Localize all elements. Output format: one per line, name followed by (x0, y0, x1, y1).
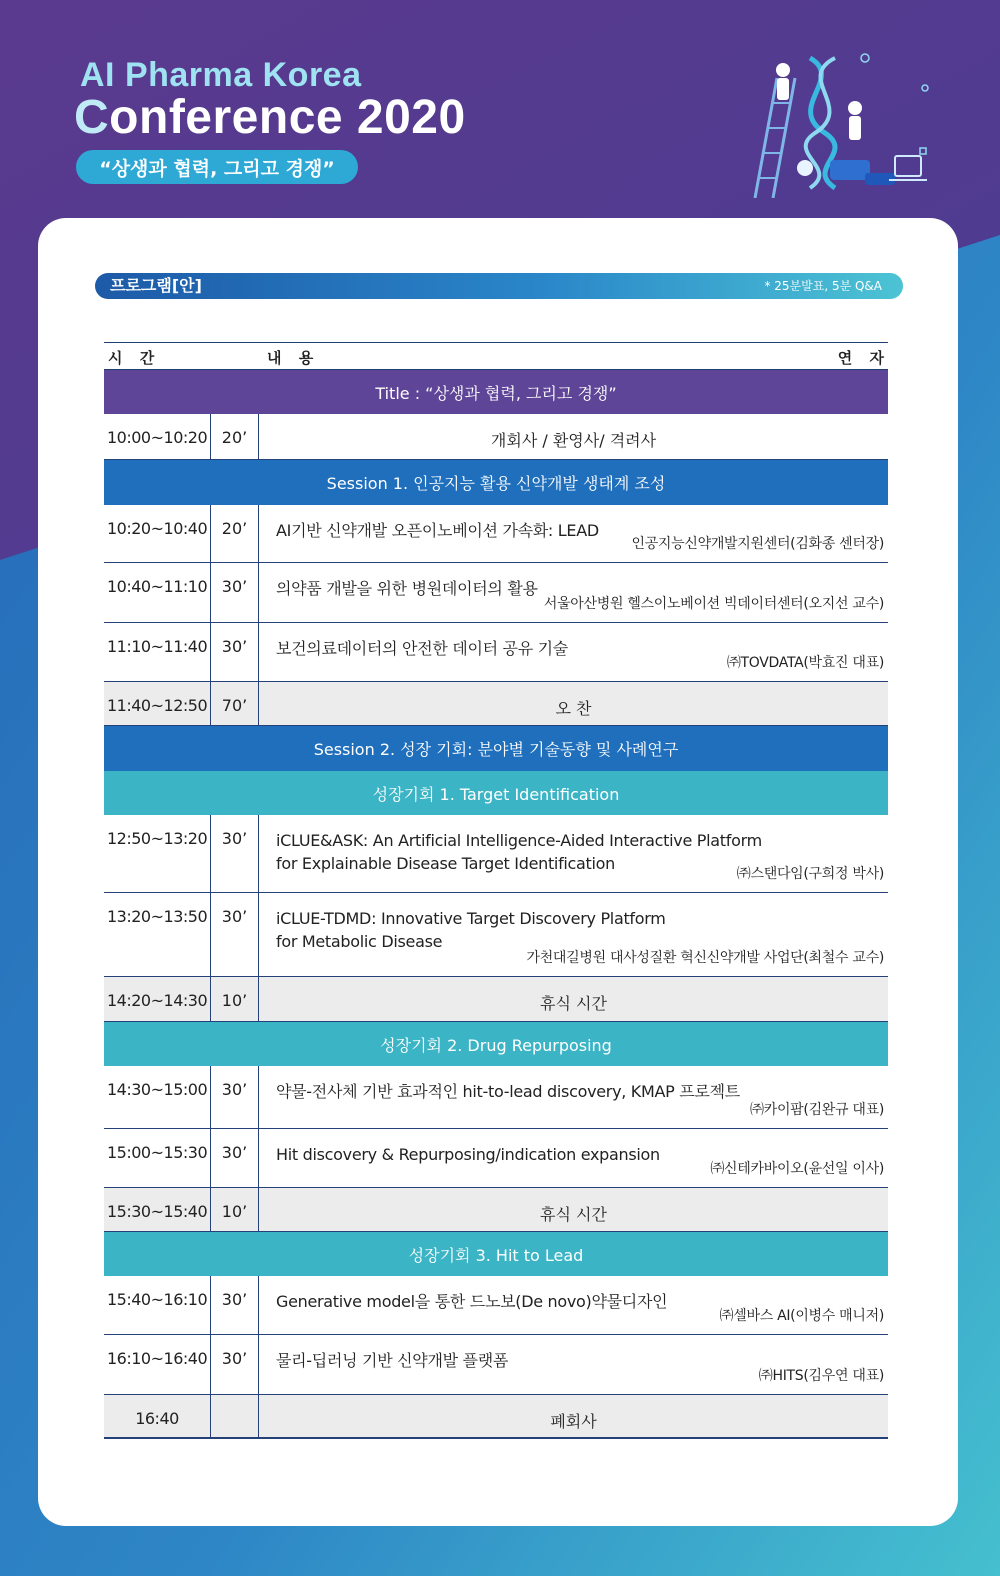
row-duration: 30’ (211, 893, 259, 976)
growth-band: 성장기회 2. Drug Repurposing (104, 1022, 888, 1066)
table-row (104, 1188, 888, 1232)
row-time: 14:30~15:00 (104, 1066, 211, 1128)
row-time: 14:20~14:30 (104, 977, 211, 1021)
row-topic: 오 찬 (555, 699, 592, 718)
session-band: Session 2. 성장 기회: 분야별 기술동향 및 사례연구 (104, 726, 888, 771)
row-topic: 휴식 시간 (540, 994, 607, 1013)
row-duration: 30’ (211, 815, 259, 892)
program-note: * 25분발표, 5분 Q&A (764, 279, 882, 293)
table-header (104, 342, 888, 370)
row-time: 15:40~16:10 (104, 1276, 211, 1334)
row-topic: 물리-딥러닝 기반 신약개발 플랫폼 (276, 1351, 509, 1370)
row-duration (211, 1395, 259, 1437)
row-topic: 보건의료데이터의 안전한 데이터 공유 기술 (276, 639, 568, 658)
row-topic: Hit discovery & Repurposing/indication expansion (276, 1145, 660, 1164)
col-content-header: 내 용 (267, 349, 320, 367)
table-row (104, 977, 888, 1022)
row-speaker: ㈜스탠다임(구희정 박사) (736, 866, 884, 882)
table-row (104, 893, 888, 977)
growth-band: 성장기회 3. Hit to Lead (104, 1232, 888, 1276)
row-duration: 20’ (211, 414, 259, 459)
row-speaker: ㈜신테카바이오(윤선일 이사) (710, 1161, 884, 1177)
row-topic: 폐회사 (550, 1412, 597, 1431)
row-duration: 30’ (211, 623, 259, 681)
row-speaker: ㈜셀바스 AI(이병수 매니저) (719, 1308, 884, 1324)
row-topic: iCLUE-TDMD: Innovative Target Discovery Platform for Metabolic Disease (276, 909, 666, 951)
table-row (104, 1129, 888, 1188)
row-time: 10:40~11:10 (104, 563, 211, 622)
row-time: 16:10~16:40 (104, 1335, 211, 1394)
row-time: 11:10~11:40 (104, 623, 211, 681)
table-row (104, 563, 888, 623)
row-time: 15:30~15:40 (104, 1188, 211, 1231)
row-duration: 10’ (211, 977, 259, 1021)
row-topic: 휴식 시간 (540, 1205, 607, 1224)
row-time: 11:40~12:50 (104, 682, 211, 725)
row-duration: 30’ (211, 563, 259, 622)
row-duration: 20’ (211, 505, 259, 562)
row-topic: 의약품 개발을 위한 병원데이터의 활용 (276, 579, 538, 598)
growth-band: 성장기회 1. Target Identification (104, 771, 888, 815)
table-row (104, 815, 888, 893)
row-speaker: 가천대길병원 대사성질환 혁신신약개발 사업단(최철수 교수) (526, 950, 884, 966)
program-label: 프로그램[안] (110, 276, 202, 295)
table-row (104, 623, 888, 682)
row-time: 10:00~10:20 (104, 414, 211, 459)
col-speaker-header: 연 자 (837, 349, 890, 367)
row-time: 12:50~13:20 (104, 815, 211, 892)
row-speaker: ㈜TOVDATA(박효진 대표) (726, 655, 884, 671)
row-speaker: ㈜카이팜(김완규 대표) (750, 1102, 884, 1118)
table-row (104, 682, 888, 726)
row-speaker: 인공지능신약개발지원센터(김화종 센터장) (631, 536, 884, 552)
row-speaker: ㈜HITS(김우연 대표) (758, 1368, 884, 1384)
row-duration: 30’ (211, 1276, 259, 1334)
row-duration: 70’ (211, 682, 259, 725)
conference-title-line1: AI Pharma Korea (80, 56, 362, 94)
row-duration: 10’ (211, 1188, 259, 1231)
row-time: 15:00~15:30 (104, 1129, 211, 1187)
scientists-dna-illustration-icon (715, 38, 955, 198)
session-band: Session 1. 인공지능 활용 신약개발 생태계 조성 (104, 460, 888, 505)
col-time-header: 시 간 (108, 349, 161, 367)
row-duration: 30’ (211, 1129, 259, 1187)
row-topic: iCLUE&ASK: An Artificial Intelligence-Aided Interactive Platform for Explainable Disease Target Identification (276, 831, 762, 873)
row-time: 16:40 (104, 1395, 211, 1437)
table-row (104, 505, 888, 563)
row-time: 10:20~10:40 (104, 505, 211, 562)
row-topic: 개회사 / 환영사/ 격려사 (490, 431, 657, 450)
table-row (104, 414, 888, 460)
row-topic: Generative model을 통한 드노보(De novo)약물디자인 (276, 1292, 668, 1311)
table-row (104, 1395, 888, 1439)
row-time: 13:20~13:50 (104, 893, 211, 976)
table-row (104, 1335, 888, 1395)
row-duration: 30’ (211, 1335, 259, 1394)
row-speaker: 서울아산병원 헬스이노베이션 빅데이터센터(오지선 교수) (543, 596, 884, 612)
row-duration: 30’ (211, 1066, 259, 1128)
row-topic: AI기반 신약개발 오픈이노베이션 가속화: LEAD (276, 521, 599, 540)
table-row (104, 1066, 888, 1129)
title-band: Title : “상생과 협력, 그리고 경쟁” (104, 370, 888, 414)
program-table (104, 342, 888, 1439)
slogan-badge: “상생과 협력, 그리고 경쟁” (76, 150, 358, 184)
conference-title-line2: Conference 2020 (74, 91, 466, 144)
row-topic: 약물-전사체 기반 효과적인 hit-to-lead discovery, KMAP 프로젝트 (276, 1082, 740, 1101)
table-row (104, 1276, 888, 1335)
